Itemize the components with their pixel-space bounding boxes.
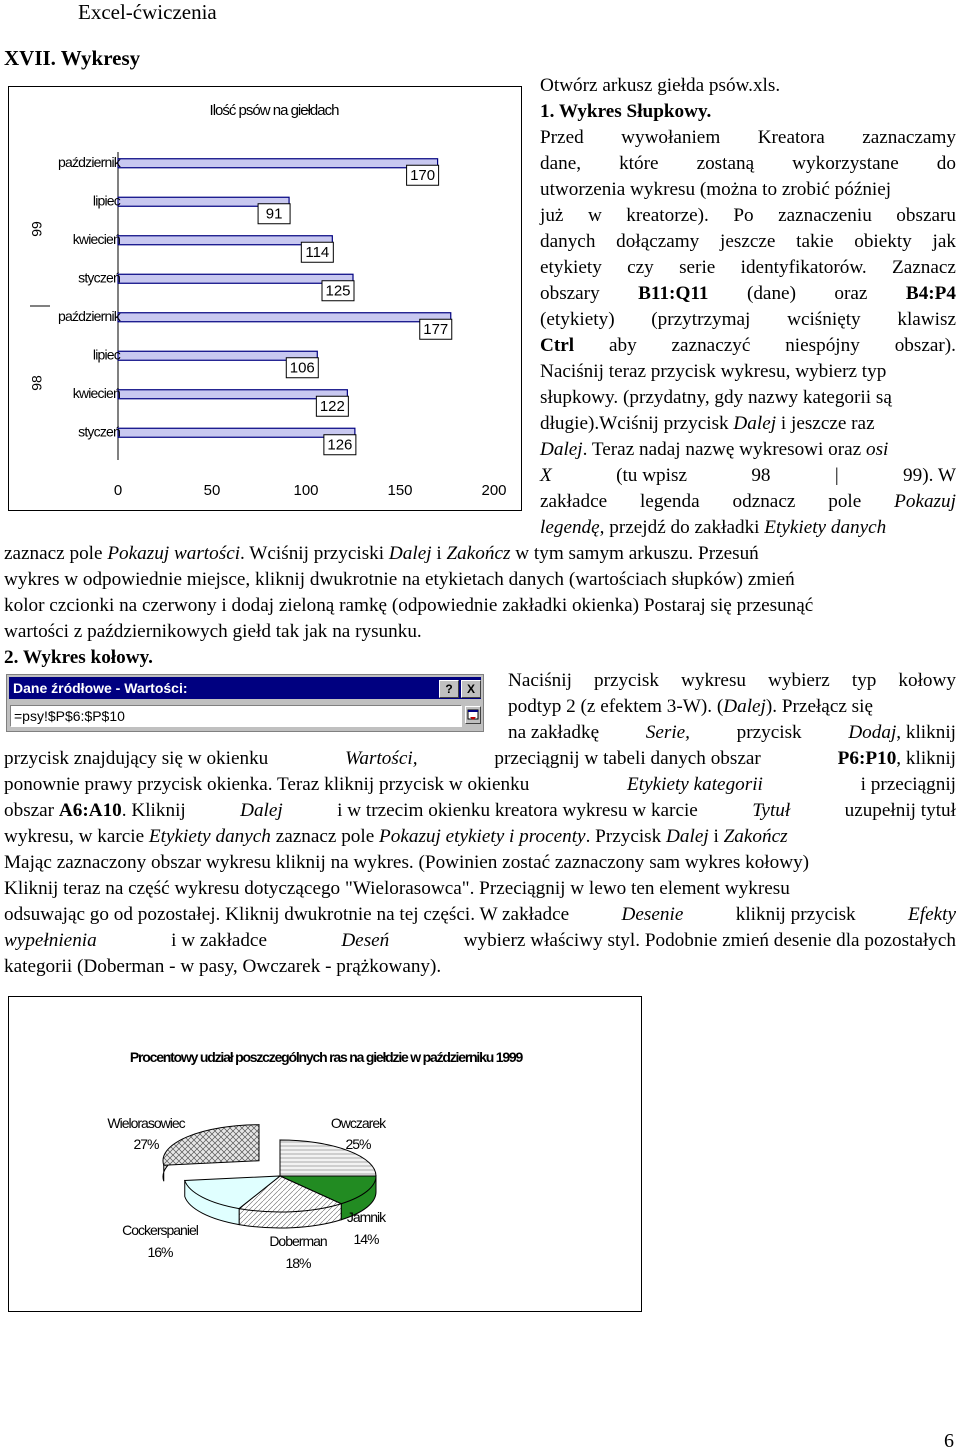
dialog-title: Dane źródłowe - Wartości: ? X [9, 677, 481, 699]
slice-label: Doberman [269, 1233, 327, 1249]
slice-percent: 25% [345, 1136, 371, 1152]
source-data-dialog [6, 674, 484, 732]
data-label: 91 [265, 205, 283, 223]
data-label: 126 [327, 436, 353, 454]
slice-percent: 16% [147, 1244, 173, 1260]
data-label: 125 [325, 282, 351, 300]
x-tick-label: 0 [113, 481, 123, 499]
category-label: styczeń [78, 423, 120, 440]
expand-icon [466, 707, 480, 723]
slice-label: Owczarek [330, 1115, 386, 1131]
text-line: legendę, przejdź do zakładki Etykiety danych [540, 517, 887, 538]
category-label: październik [57, 307, 120, 324]
page-header: Excel-ćwiczenia [78, 0, 217, 24]
text-line: Przed wywołaniem Kreatora zaznaczamy [540, 127, 956, 148]
group-label: 98 [28, 375, 45, 391]
pie-chart [8, 996, 642, 1312]
x-tick-label: 200 [481, 481, 507, 499]
bar [118, 313, 451, 322]
text-line: wykresu, w karcie Etykiety danych zaznacz pole Pokazuj etykiety i procenty. Przycisk Dalej i Zakończ [4, 826, 788, 847]
slice-percent: 27% [133, 1136, 159, 1152]
help-button[interactable]: ? [439, 680, 459, 698]
bar-chart-title: Ilość psów na giełdach [209, 102, 339, 119]
text-line: ponownie prawy przycisk okienka. Teraz kliknij przycisk w okienku Etykiety kategorii i przeciągnij [4, 774, 956, 795]
text-line: etykiety czy serie identyfikatorów. Zaznacz [540, 257, 956, 278]
text-line: Ctrl aby zaznaczyć niespójny obszar). [540, 335, 956, 356]
close-button[interactable]: X [461, 680, 481, 698]
slice-label: Jamnik [346, 1209, 386, 1225]
text-line: obszary B11:Q11 (dane) oraz B4:P4 [540, 283, 956, 304]
group-label: 99 [28, 221, 45, 237]
x-tick-label: 100 [293, 481, 319, 499]
text-line: długie).Wciśnij przycisk Dalej i jeszcze raz [540, 413, 875, 434]
category-label: październik [57, 153, 120, 170]
expand-dialog-button[interactable] [465, 706, 481, 724]
text-line: wykres w odpowiednie miejsce, kliknij dwukrotnie na etykietach danych (wartościach słupków) zmień [4, 569, 795, 590]
text-line: Naciśnij teraz przycisk wykresu, wybierz typ [540, 361, 887, 382]
bar-chart [8, 86, 522, 511]
text-line: przycisk znajdujący się w okienku Wartości, przeciągnij w tabeli danych obszar P6:P10, kliknij [4, 748, 956, 769]
text-line: wartości z październikowych giełd tak jak na rysunku. [4, 621, 422, 642]
pie-chart-title: Procentowy udział poszczególnych ras na giełdzie w październiku 1999 [129, 1049, 523, 1065]
category-label: lipiec [92, 192, 120, 209]
slice-percent: 14% [353, 1231, 379, 1247]
text-line: Mając zaznaczony obszar wykresu kliknij na wykres. (Powinien zostać zaznaczony sam wykres kołowy) [4, 852, 810, 873]
text-line: odsuwając go od pozostałej. Kliknij dwukrotnie na tej części. W zakładce Desenie kliknij przycisk Efekty [4, 904, 956, 925]
x-tick-label: 150 [387, 481, 413, 499]
data-label: 170 [410, 167, 436, 185]
text-line: wypełnienia i w zakładce Deseń wybierz właściwy styl. Podobnie zmień desenie dla pozostałych [4, 930, 956, 951]
bar [118, 159, 438, 168]
page-number: 6 [944, 1430, 954, 1452]
text-line: już w kreatorze). Po zaznaczeniu obszaru [540, 205, 956, 226]
text-line: słupkowy. (przydatny, gdy nazwy kategorii są [540, 387, 892, 408]
text-line: kolor czcionki na czerwony i dodaj zieloną ramkę (odpowiednie zakładki okienka) Postaraj się przesunąć [4, 595, 814, 616]
bar [118, 390, 347, 399]
x-tick-label: 50 [203, 481, 221, 499]
data-label: 106 [289, 359, 315, 377]
subsection-title: 1. Wykres Słupkowy. [540, 101, 712, 122]
bar [118, 274, 353, 283]
slice-label: Cockerspaniel [122, 1222, 198, 1238]
text-line: X (tu wpisz 98 | 99). W [540, 465, 956, 486]
text-line: danych dołączamy jeszcze takie obiekty jak [540, 231, 956, 252]
subsection-title: 2. Wykres kołowy. [4, 647, 153, 668]
category-label: kwiecień [72, 384, 120, 401]
data-label: 177 [423, 321, 449, 339]
text-line: dane, które zostaną wykorzystane do [540, 153, 956, 174]
text-line: (etykiety) (przytrzymaj wciśnięty klawisz [540, 309, 956, 330]
section-title: XVII. Wykresy [4, 46, 141, 70]
text-line: utworzenia wykresu (można to zrobić później [540, 179, 892, 200]
slice-label: Wielorasowiec [107, 1115, 185, 1131]
range-input[interactable]: =psy!$P$6:$P$10 [10, 705, 462, 727]
text-line: zaznacz pole Pokazuj wartości. Wciśnij przyciski Dalej i Zakończ w tym samym arkuszu. Przesuń [4, 543, 759, 564]
text-line: Naciśnij przycisk wykresu wybierz typ kołowy [508, 670, 956, 691]
data-label: 122 [319, 398, 345, 416]
category-label: styczeń [78, 269, 120, 286]
bar [118, 428, 355, 437]
category-label: kwiecień [72, 230, 120, 247]
category-label: lipiec [92, 346, 120, 363]
text-line: Dalej. Teraz nadaj nazwę wykresowi oraz osi [540, 439, 889, 460]
text-line: Kliknij teraz na część wykresu dotyczącego "Wielorasowca". Przeciągnij w lewo ten element wykresu [4, 878, 790, 899]
bar [118, 236, 332, 245]
text-line: na zakładkę Serie, przycisk Dodaj, kliknij [508, 722, 956, 743]
text-line: kategorii (Doberman - w pasy, Owczarek - prążkowany). [4, 956, 442, 977]
data-label: 114 [305, 244, 330, 262]
text-line: obszar A6:A10. Kliknij Dalej i w trzecim okienku kreatora wykresu w karcie Tytuł uzupełnij tytuł [4, 800, 956, 821]
text-line: zakładce legenda odznacz pole Pokazuj [540, 491, 956, 512]
text-line: Otwórz arkusz giełda psów.xls. [540, 75, 781, 96]
slice-percent: 18% [285, 1255, 311, 1271]
text-line: podtyp 2 (z efektem 3-W). (Dalej). Przełącz się [508, 696, 873, 717]
